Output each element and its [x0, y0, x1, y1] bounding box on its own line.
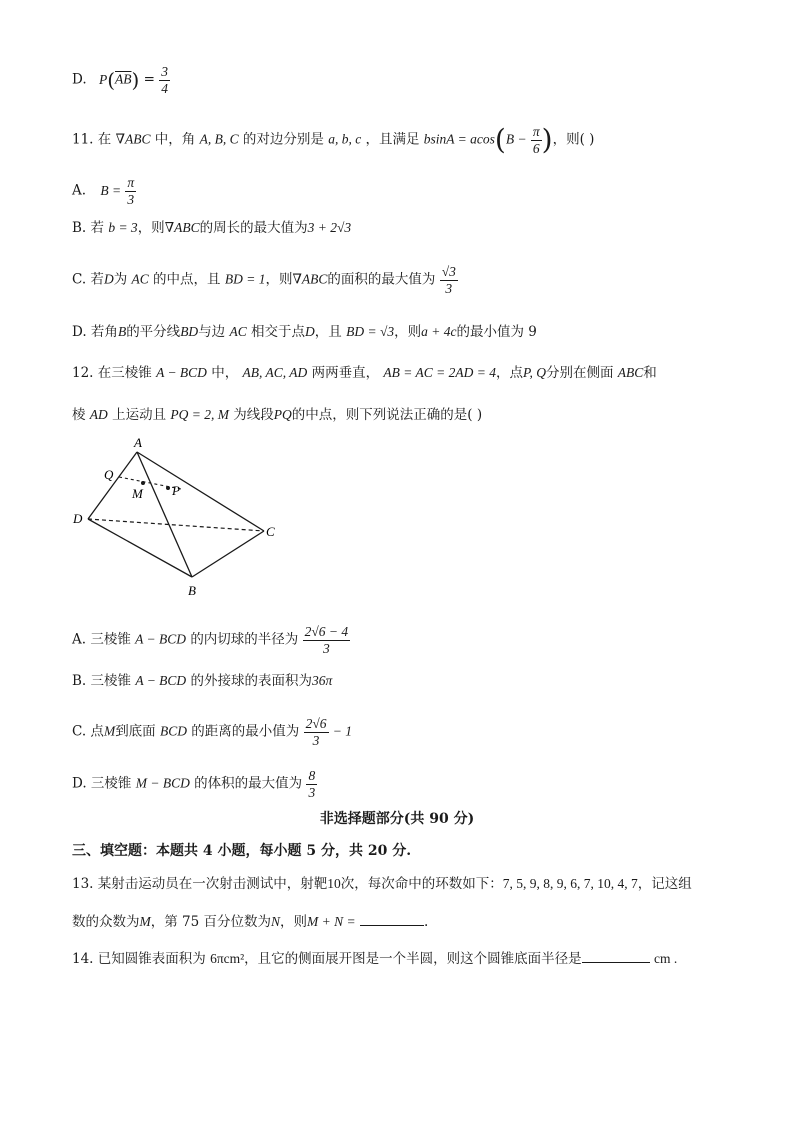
pq-equation: PQ = 2, M [170, 407, 229, 422]
option-text: 相交于点 [251, 324, 306, 340]
triangle-abc: ∇ABC [115, 131, 151, 147]
answer-blank[interactable] [582, 950, 650, 963]
edge-dc-hidden-line [88, 519, 264, 531]
segment-ac: AC [229, 324, 247, 339]
option-text: D. 若角 [72, 324, 118, 340]
q11-stem [72, 124, 594, 156]
fraction-3-4 [159, 64, 170, 96]
left-paren: ( [107, 68, 115, 93]
option-text: 到底面 [115, 723, 156, 740]
stem-text: ，且满足 [365, 131, 420, 148]
stem-text: 中， [211, 365, 239, 381]
label-d: D [73, 511, 83, 526]
segment-pq: PQ [273, 407, 292, 422]
option-text: 的外接球的表面积为 [190, 673, 312, 689]
q12-option-d [72, 768, 317, 800]
option-text: B. 若 [72, 220, 105, 236]
edges: AB, AC, AD [242, 365, 308, 380]
option-label: A. [72, 182, 87, 199]
segment-ac: AC [131, 271, 149, 287]
prob-symbol: P [98, 71, 108, 87]
denominator: 3 [127, 191, 135, 207]
label-q: Q [104, 467, 114, 482]
option-text: 的平分线 [126, 324, 181, 340]
option-text: 的体积的最大值为 [194, 775, 303, 792]
shots-count: 10 [327, 876, 341, 891]
numerator: 3 [161, 64, 168, 79]
period: . [423, 914, 429, 930]
label-a: A [134, 435, 142, 450]
edge-ab-line [137, 452, 192, 577]
edge-bc-line [192, 531, 264, 577]
option-text: 的中点，且 [153, 271, 221, 288]
option-tail: − 1 [332, 723, 353, 739]
option-text: D. 三棱锥 [72, 775, 132, 792]
q13-line-2 [72, 913, 428, 930]
surface-area: 6πcm² [210, 951, 245, 966]
edge-ad: AD [89, 407, 108, 422]
stem-text: ，点 [495, 365, 523, 381]
edge-db-line [88, 519, 192, 577]
denominator: 6 [532, 140, 540, 156]
event-ab: $\overline{AB}$ [115, 71, 132, 87]
bd-equation: BD = 1 [224, 271, 266, 287]
stem-text: 的中点，则下列说法正确的是( ) [291, 407, 483, 423]
option-expr: B = [100, 182, 122, 198]
equals-sign: = [143, 71, 155, 88]
stem-text: 14. 已知圆锥表面积为 [72, 951, 206, 967]
point-p-dot [166, 486, 170, 490]
denominator: 3 [323, 640, 330, 656]
edge-lengths: AB = AC = 2AD = 4 [383, 365, 496, 380]
numerator: 2√6 − 4 [304, 624, 349, 639]
fraction-8-3 [306, 768, 317, 800]
option-text: ，则 [137, 220, 165, 236]
stem-text: 中，角 [154, 131, 196, 148]
q11-option-d [72, 325, 537, 340]
points-pq: P, Q [522, 365, 546, 380]
numerator: π [127, 175, 135, 190]
segment-bd: BD [180, 324, 199, 339]
denominator: 3 [308, 784, 316, 800]
right-paren: ) [131, 68, 140, 93]
option-text: 与边 [198, 324, 226, 340]
label-b: B [188, 583, 196, 598]
triangle-abc: ∇ABC [164, 220, 200, 235]
angle-b: B [117, 324, 127, 339]
q12-stem-line-2 [72, 408, 482, 423]
label-m: M [132, 486, 143, 501]
stem-text: 两两垂直， [311, 365, 380, 381]
option-math: b = 3 [108, 220, 138, 235]
point-d: D [305, 324, 315, 339]
numerator: √3 [441, 264, 456, 279]
option-expr: a + 4c [421, 324, 457, 339]
edge-ac-line [137, 452, 264, 531]
option-label: D. [72, 71, 87, 88]
stem-text: 11. 在 [72, 131, 112, 148]
option-text: A. 三棱锥 [72, 631, 131, 648]
stem-text: ，且它的侧面展开图是一个半圆，则这个圆锥底面半径是 [244, 951, 582, 967]
fraction-radius [303, 624, 351, 656]
condition-inner: B − [505, 131, 527, 147]
q12-option-a [72, 624, 350, 656]
denominator: 3 [445, 280, 453, 296]
option-text: 为 [113, 271, 128, 288]
answer-blank[interactable] [360, 913, 424, 926]
angles: A, B, C [199, 131, 239, 147]
fraction-root3-3 [440, 264, 458, 296]
denominator: 3 [312, 732, 320, 748]
q13-line-1 [72, 877, 692, 892]
option-text: C. 点 [72, 723, 104, 740]
numerator: π [532, 124, 540, 139]
numerator: 2√6 [305, 716, 327, 731]
stem-text: 数的众数为 [72, 914, 140, 930]
numerator: 8 [308, 768, 316, 783]
stem-text: 和 [643, 365, 657, 381]
stem-text: 12. 在三棱锥 [72, 365, 152, 381]
option-text: 的周长的最大值为 [199, 220, 308, 236]
option-value: 36π [311, 673, 333, 688]
sum-expr: M + N = [307, 914, 356, 929]
var-n: N [271, 914, 281, 929]
option-text: ，则 [394, 324, 422, 340]
triangle-abc: ∇ABC [292, 271, 328, 287]
option-text: ，且 [314, 324, 342, 340]
unit: cm . [653, 951, 678, 966]
stem-text: ，第 75 百分位数为 [150, 914, 272, 930]
option-text: C. 若 [72, 271, 104, 288]
scores: 7, 5, 9, 8, 9, 6, 7, 10, 4, 7 [502, 876, 638, 891]
point-m: M [103, 723, 116, 739]
q14-line [72, 950, 677, 967]
q11-option-a [72, 175, 136, 207]
stem-text: 的对边分别是 [242, 131, 324, 148]
right-paren: ) [541, 123, 553, 157]
stem-text: 分别在侧面 [545, 365, 614, 381]
option-text: B. 三棱锥 [72, 673, 132, 689]
stem-text: 13. 某射击运动员在一次射击测试中，射靶 [72, 876, 328, 892]
option-text: 的距离的最小值为 [191, 723, 300, 740]
option-text: ，则 [265, 271, 293, 288]
q12-option-b [72, 674, 332, 689]
point-m-dot [141, 481, 145, 485]
tetrahedron: A − BCD [156, 365, 207, 380]
var-m: M [139, 914, 151, 929]
edge-ad-line [88, 452, 137, 519]
q11-option-b [72, 221, 351, 236]
bd-equation: BD = √3 [346, 324, 395, 339]
denominator: 4 [161, 80, 168, 96]
part3-title: 三、填空题：本题共 4 小题，每小题 5 分，共 20 分. [72, 843, 412, 859]
stem-text: ，则( ) [552, 131, 595, 148]
stem-text: 上运动且 [112, 407, 167, 423]
option-text: 的内切球的半径为 [190, 631, 299, 648]
sides: a, b, c [328, 131, 362, 147]
fraction-pi-3 [125, 175, 136, 207]
section-title: 非选择题部分(共 90 分) [319, 811, 475, 827]
label-p: P [172, 483, 180, 498]
q12-stem-line-1 [72, 366, 657, 381]
q12-option-c [72, 716, 352, 748]
point-d: D [103, 271, 114, 287]
stem-text: 为线段 [233, 407, 274, 423]
face-bcd: BCD [159, 723, 187, 739]
fraction-pi-6 [531, 124, 542, 156]
tetrahedron: A − BCD [135, 631, 187, 647]
label-c: C [266, 524, 275, 539]
option-value: 3 + 2√3 [307, 220, 352, 235]
option-text: 的面积的最大值为 [327, 271, 436, 288]
left-paren: ( [494, 123, 506, 157]
condition: bsinA = acos [423, 131, 495, 147]
q11-option-c [72, 264, 458, 296]
tetrahedron: A − BCD [135, 673, 187, 688]
option-text: 的最小值为 9 [456, 324, 537, 340]
tetrahedron-figure [68, 432, 288, 602]
stem-text: ，则 [280, 914, 308, 930]
stem-text: 次，每次命中的环数如下： [340, 876, 503, 892]
q10-option-d [72, 64, 170, 96]
stem-text: ，记这组 [637, 876, 692, 892]
tetrahedron-m: M − BCD [135, 775, 190, 791]
stem-text: 棱 [72, 407, 86, 423]
fraction-2root6-3 [304, 716, 329, 748]
face-abc: ABC [617, 365, 644, 380]
